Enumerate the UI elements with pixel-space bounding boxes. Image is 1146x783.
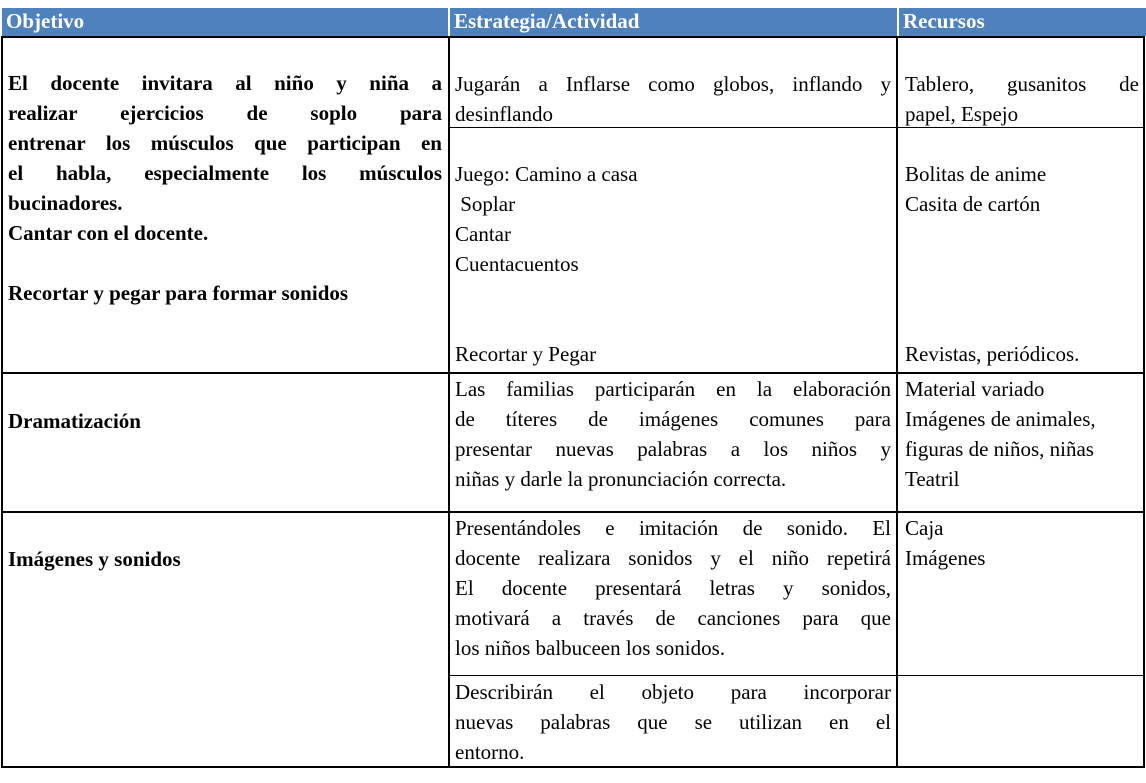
row3a-estrategia-line4: motivará a través de canciones para que [455,606,891,630]
row1-objetivo-line1: El docente invitara al niño y niña a [8,71,442,95]
header-objetivo: Objetivo [2,8,448,36]
row1b-estrategia-line1: Juego: Camino a casa [455,162,638,186]
row3a-estrategia-line1: Presentándoles e imitación de sonido. El [455,516,891,540]
row1a-recursos-line2: papel, Espejo [905,102,1019,126]
row3a-recursos [905,513,1139,573]
row3a-estrategia-line2: docente realizara sonidos y el niño repetirá [455,546,891,570]
border-row3-split [448,675,1145,676]
row3a-recursos-line1: Caja [905,516,944,540]
row2-estrategia-line4: niñas y darle la pronunciación correcta. [455,467,787,491]
row2-recursos-line2: Imágenes de animales, [905,407,1096,431]
row1b-recursos [905,159,1139,219]
row2-recursos-line3: figuras de niños, niñas [905,437,1094,461]
header-recursos: Recursos [899,8,1146,36]
row2-objetivo-text: Dramatización [8,409,141,433]
row1a-recursos-line1: Tablero, gusanitos de [905,72,1139,96]
row1a-estrategia [455,69,891,129]
row1b-estrategia-line4: Cuentacuentos [455,252,579,276]
row2-estrategia [455,374,891,494]
row1-objetivo [8,68,442,308]
row1-objetivo-line6: Cantar con el docente. [8,221,209,245]
row1b-recursos-bottom [905,339,1139,369]
row1b-estrategia-line3: Cantar [455,222,511,246]
border-right [1143,36,1145,768]
row2-recursos [905,374,1143,494]
row1b-recursos-bottom-text: Revistas, periódicos. [905,342,1080,366]
border-bottom [1,766,1145,768]
row3a-estrategia [455,513,891,663]
row3b-estrategia [455,677,891,767]
row1-objetivo-line8: Recortar y pegar para formar sonidos [8,281,349,305]
row1b-estrategia-line2: Soplar [455,192,516,216]
border-top [1,36,1145,38]
border-col2 [896,36,898,768]
row3a-estrategia-line5: los niños balbuceen los sonidos. [455,636,726,660]
border-left [1,36,3,768]
row3b-estrategia-line1: Describirán el objeto para incorporar [455,680,891,704]
header-estrategia: Estrategia/Actividad [450,8,897,36]
row2-estrategia-line1: Las familias participarán en la elaboración [455,377,891,401]
row2-objetivo [8,406,442,436]
row2-recursos-line4: Teatril [905,467,960,491]
row1b-estrategia [455,159,891,279]
row3-objetivo [8,544,442,574]
row1a-recursos [905,69,1139,129]
row1b-estrategia-bottom [455,339,891,369]
row2-estrategia-line2: de títeres de imágenes comunes para [455,407,891,431]
row2-estrategia-line3: presentar nuevas palabras a los niños y [455,437,891,461]
row1-objetivo-line2: realizar ejercicios de soplo para [8,101,442,125]
row1b-recursos-line2: Casita de cartón [905,192,1041,216]
row1a-estrategia-line1: Jugarán a Inflarse como globos, inflando y [455,72,891,96]
row3a-recursos-line2: Imágenes [905,546,986,570]
row2-recursos-line1: Material variado [905,377,1045,401]
row3b-estrategia-line3: entorno. [455,740,525,764]
row1-objetivo-blank [8,248,442,278]
row3-objetivo-text: Imágenes y sonidos [8,547,181,571]
row1a-estrategia-line2: desinflando [455,102,553,126]
row1b-recursos-line1: Bolitas de anime [905,162,1047,186]
row1-objetivo-line3: entrenar los músculos que participan en [8,131,442,155]
row3a-estrategia-line3: El docente presentará letras y sonidos, [455,576,891,600]
border-col1 [448,36,450,768]
border-row1-split [448,127,1145,128]
row3b-estrategia-line2: nuevas palabras que se utilizan en el [455,710,891,734]
row1b-estrategia-bottom-text: Recortar y Pegar [455,342,597,366]
row1-objetivo-line4: el habla, especialmente los músculos [8,161,442,185]
border-row2-bottom [1,511,1145,513]
row1-objetivo-line5: bucinadores. [8,191,123,215]
border-row1-bottom [1,372,1145,374]
